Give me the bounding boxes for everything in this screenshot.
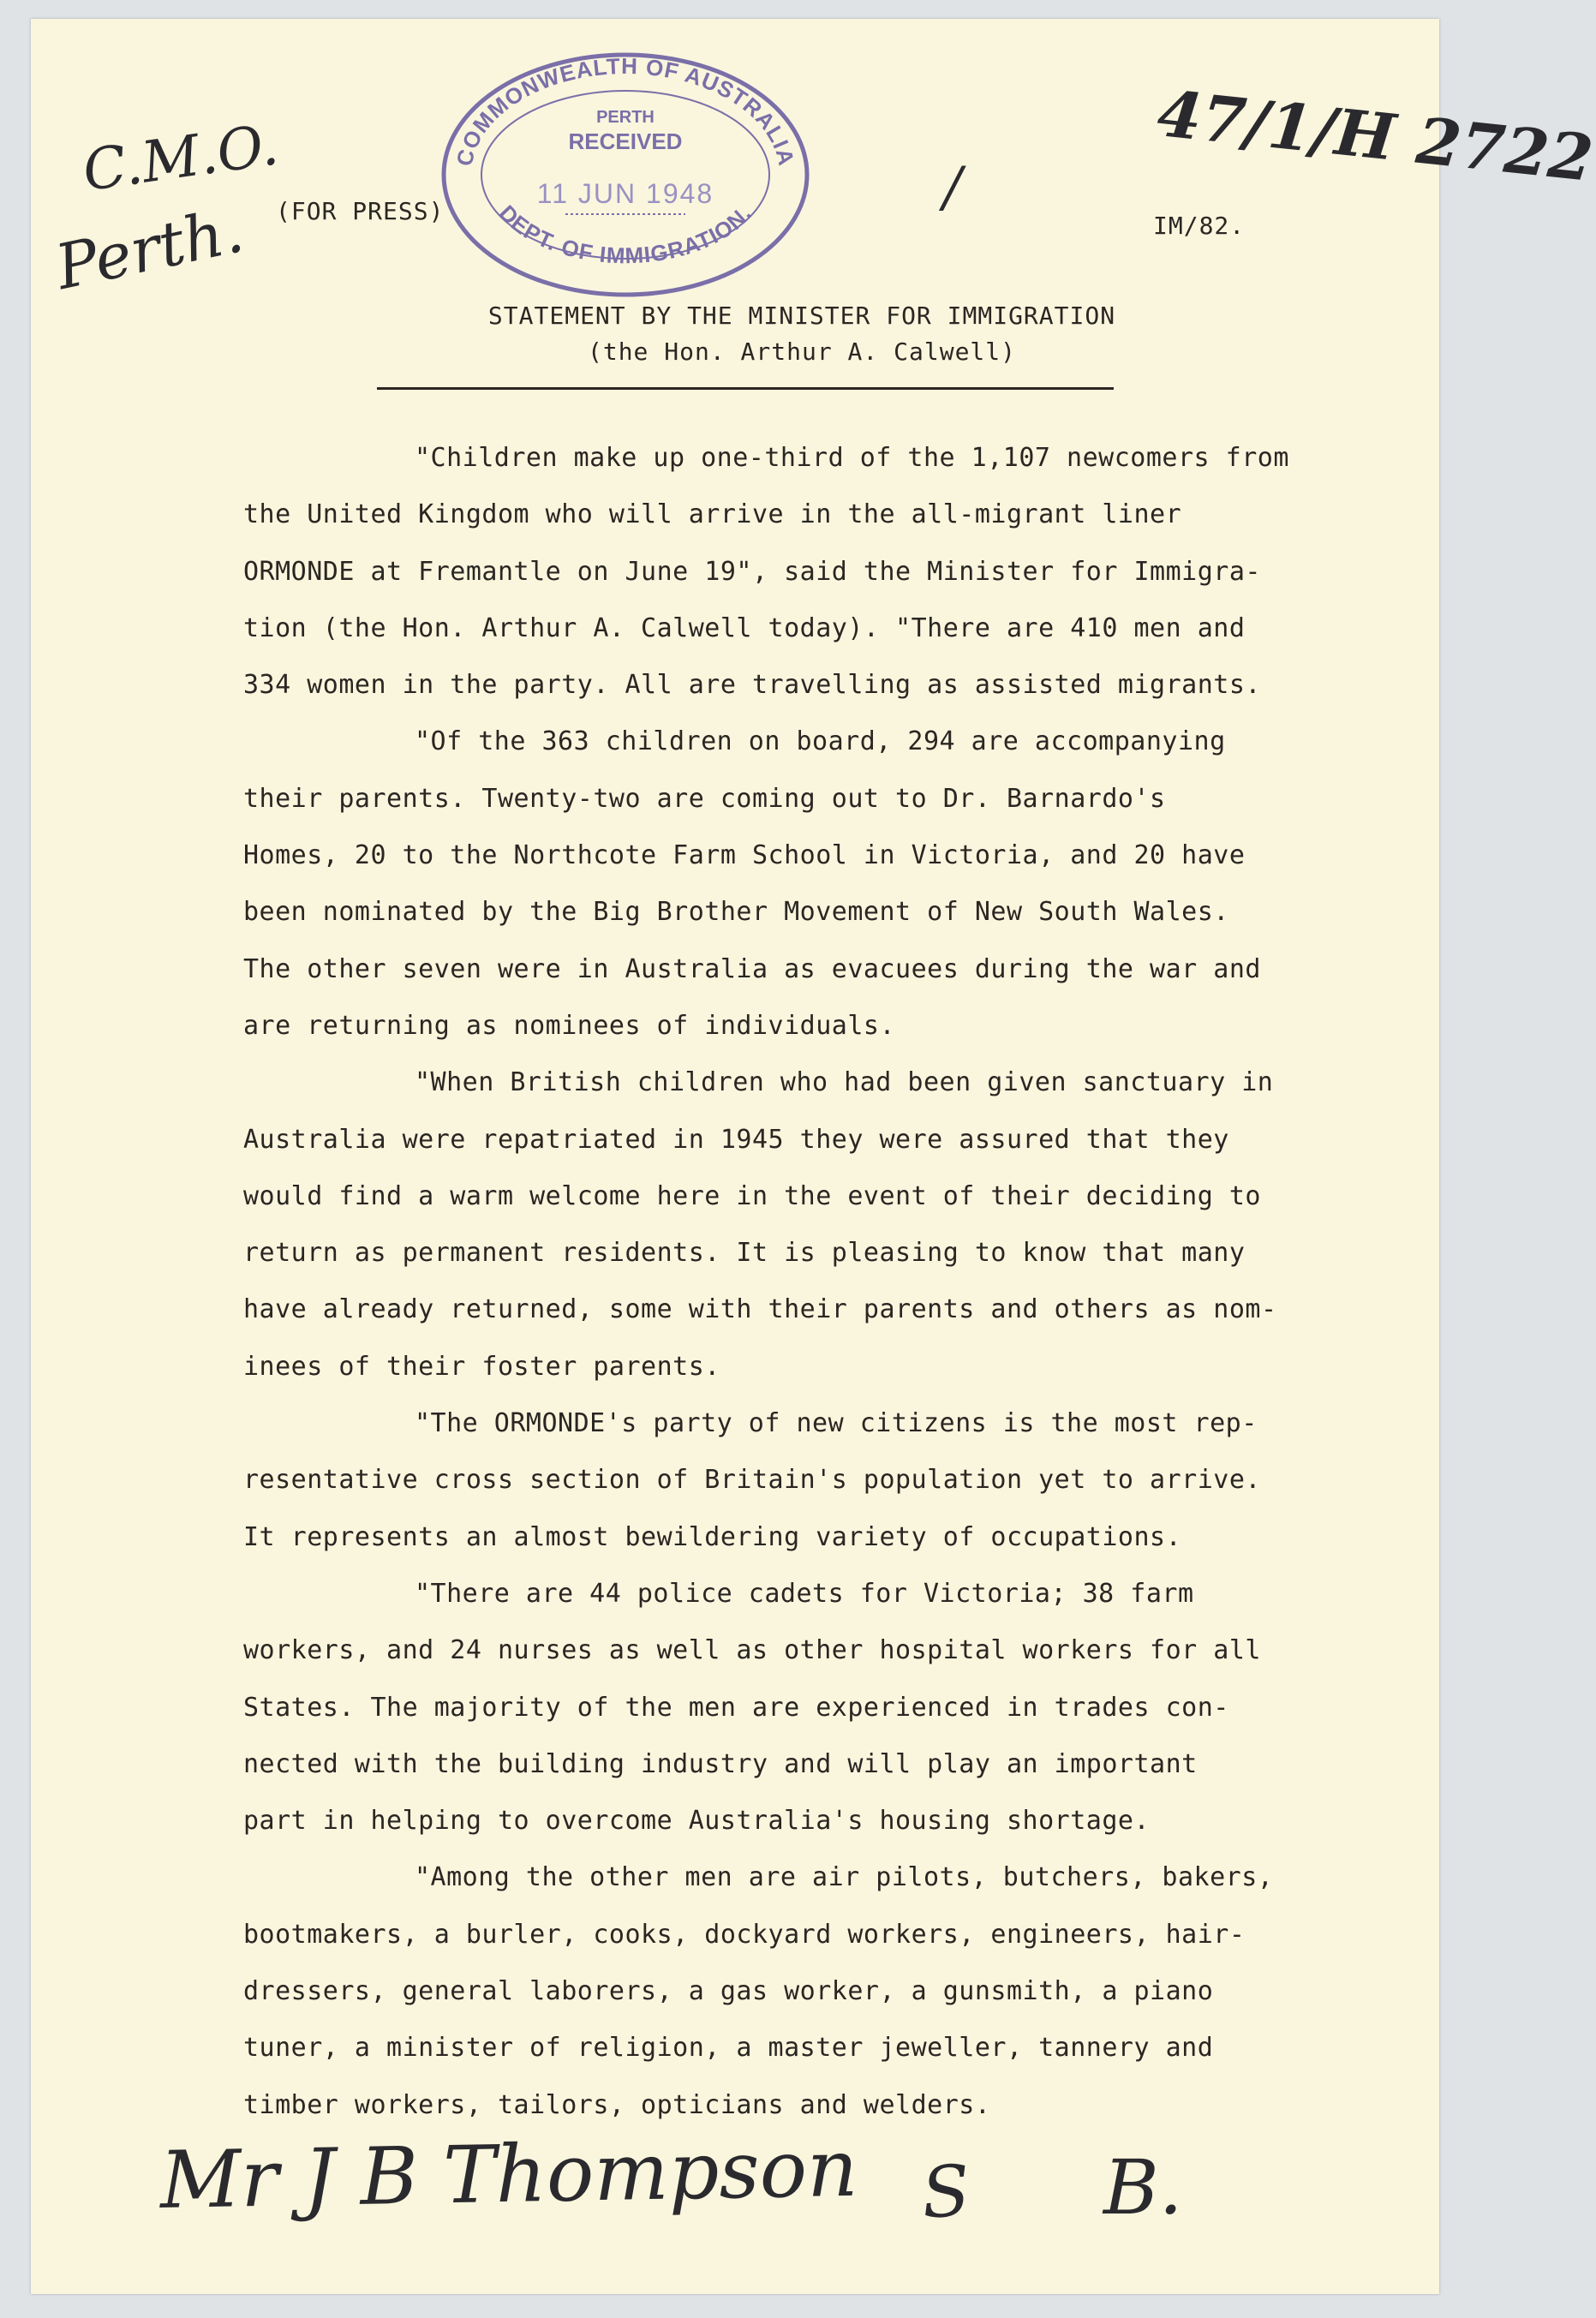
body-line: Homes, 20 to the Northcote Farm School in Victoria, and 20 have [243, 840, 1246, 871]
body-paragraph [243, 1566, 1408, 1849]
statement-body [243, 430, 1408, 2134]
body-line: resentative cross section of Britain's population yet to arrive. [243, 1465, 1261, 1496]
document-page [31, 19, 1596, 2294]
body-line: the United Kingdom who will arrive in the all-migrant liner [243, 499, 1182, 530]
stamp-ring [437, 46, 814, 302]
handwritten-perth: Perth. [50, 194, 250, 304]
body-line: ORMONDE at Fremantle on June 19", said the Minister for Immigra- [243, 556, 1261, 587]
body-line: return as permanent residents. It is pleasing to know that many [243, 1238, 1246, 1269]
body-paragraph [243, 1054, 1408, 1395]
body-line: The other seven were in Australia as evacuees during the war and [243, 953, 1261, 984]
stamp-ring-top-text: COMMONWEALTH OF AUSTRALIA [451, 52, 800, 169]
statement-title [374, 298, 1230, 370]
body-line: nected with the building industry and will play an important [243, 1748, 1198, 1779]
handwritten-file-reference: 47/1/H 2722 [1154, 77, 1596, 196]
handwritten-signature: Mr J B Thompson [159, 2122, 859, 2226]
stamp-date: 11 JUN 1948 [536, 178, 714, 209]
for-press-label: (FOR PRESS) [276, 197, 445, 225]
body-paragraph [243, 1849, 1408, 2133]
body-line: "The ORMONDE's party of new citizens is the most rep- [415, 1408, 1258, 1439]
body-line: tuner, a minister of religion, a master jeweller, tannery and [243, 2033, 1214, 2064]
body-line: "Children make up one-third of the 1,107 newcomers from [415, 443, 1289, 473]
body-line: "Among the other men are air pilots, butchers, bakers, [415, 1862, 1274, 1893]
body-line: dressers, general laborers, a gas worker, a gunsmith, a piano [243, 1976, 1214, 2007]
body-paragraph [243, 1395, 1408, 1566]
received-stamp [437, 46, 814, 302]
body-line: would find a warm welcome here in the event of their deciding to [243, 1180, 1261, 1211]
stamp-received: RECEIVED [568, 128, 683, 154]
handwritten-initial-2: B. [1103, 2143, 1183, 2231]
body-line: are returning as nominees of individuals. [243, 1010, 896, 1041]
stamp-city: PERTH [596, 108, 655, 127]
title-line-2: (the Hon. Arthur A. Calwell) [587, 338, 1016, 366]
body-line: timber workers, tailors, opticians and welders. [243, 2089, 991, 2120]
handwritten-initial-1: S [918, 2150, 973, 2235]
body-line: "When British children who had been given sanctuary in [415, 1067, 1274, 1098]
body-line: their parents. Twenty-two are coming out to Dr. Barnardo's [243, 783, 1166, 814]
body-line: 334 women in the party. All are travelling as assisted migrants. [243, 670, 1261, 701]
body-line: have already returned, some with their parents and others as nom- [243, 1294, 1277, 1325]
stamp-ring-bottom-text: DEPT. OF IMMIGRATION. [493, 200, 757, 269]
body-line: inees of their foster parents. [243, 1351, 720, 1382]
body-line: "There are 44 police cadets for Victoria; 38 farm [415, 1578, 1194, 1609]
body-line: bootmakers, a burler, cooks, dockyard workers, engineers, hair- [243, 1919, 1246, 1950]
body-line: been nominated by the Big Brother Movement of New South Wales. [243, 897, 1229, 928]
title-underline [377, 387, 1114, 390]
body-line: It represents an almost bewildering variety of occupations. [243, 1521, 1182, 1552]
body-line: States. The majority of the men are experienced in trades con- [243, 1692, 1229, 1723]
handwritten-mark: / [943, 156, 962, 219]
body-line: Australia were repatriated in 1945 they were assured that they [243, 1124, 1229, 1155]
body-line: tion (the Hon. Arthur A. Calwell today). "There are 410 men and [243, 612, 1246, 643]
handwritten-cmo: C.M.O. [79, 111, 283, 205]
body-line: part in helping to overcome Australia's housing shortage. [243, 1806, 1151, 1837]
document-id: IM/82. [1153, 212, 1246, 240]
title-line-1: STATEMENT BY THE MINISTER FOR IMMIGRATION [487, 302, 1116, 330]
body-line: "Of the 363 children on board, 294 are accompanying [415, 726, 1226, 757]
body-paragraph [243, 430, 1408, 714]
body-paragraph [243, 714, 1408, 1054]
body-line: workers, and 24 nurses as well as other hospital workers for all [243, 1635, 1261, 1666]
